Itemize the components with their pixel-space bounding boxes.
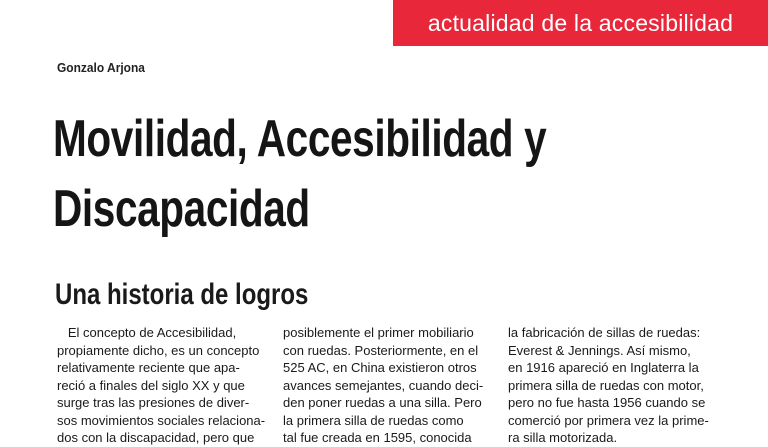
- text-line: relativamente reciente que apa-: [57, 360, 240, 375]
- article-title-line: Movilidad, Accesibilidad y: [53, 110, 547, 168]
- article-title-line: Discapacidad: [53, 180, 310, 238]
- text-line: tal fue creada en 1595, conocida: [283, 430, 472, 445]
- text-line: con ruedas. Posteriormente, en el: [283, 342, 479, 358]
- text-line: El concepto de Accesibilidad,: [57, 325, 237, 340]
- text-line: la primera silla de ruedas como: [283, 412, 464, 428]
- article-author: Gonzalo Arjona: [57, 60, 145, 75]
- text-column-1: [57, 324, 266, 447]
- text-line: en 1916 apareció en Inglaterra la: [508, 360, 699, 375]
- text-line: sos movimientos sociales relaciona-: [57, 412, 266, 428]
- text-line: propiamente dicho, es un concepto: [57, 342, 260, 358]
- text-line: surge tras las presiones de diver-: [57, 395, 250, 410]
- text-line: reció a finales del siglo XX y que: [57, 377, 245, 393]
- text-line: Everest & Jennings. Así mismo,: [508, 342, 691, 358]
- text-line: den poner ruedas a una silla. Pero: [283, 395, 482, 410]
- text-line: pero no fue hasta 1956 cuando se: [508, 395, 706, 410]
- text-line: 525 AC, en China existieron otros: [283, 360, 477, 375]
- section-banner: [393, 0, 768, 46]
- text-column-2: [283, 324, 483, 447]
- text-line: primera silla de ruedas con motor,: [508, 377, 704, 393]
- text-line: dos con la discapacidad, pero que: [57, 430, 255, 445]
- text-line: avances semejantes, cuando deci-: [283, 377, 484, 393]
- text-column-3: [508, 324, 708, 447]
- text-line: comerció por primera vez la prime-: [508, 412, 709, 428]
- section-banner-label: actualidad de la accesibilidad: [427, 9, 734, 36]
- text-line: ra silla motorizada.: [508, 430, 618, 445]
- article-subtitle: Una historia de logros: [55, 278, 309, 311]
- text-line: la fabricación de sillas de ruedas:: [508, 325, 701, 340]
- text-line: posiblemente el primer mobiliario: [283, 325, 474, 340]
- article-title: [53, 104, 755, 244]
